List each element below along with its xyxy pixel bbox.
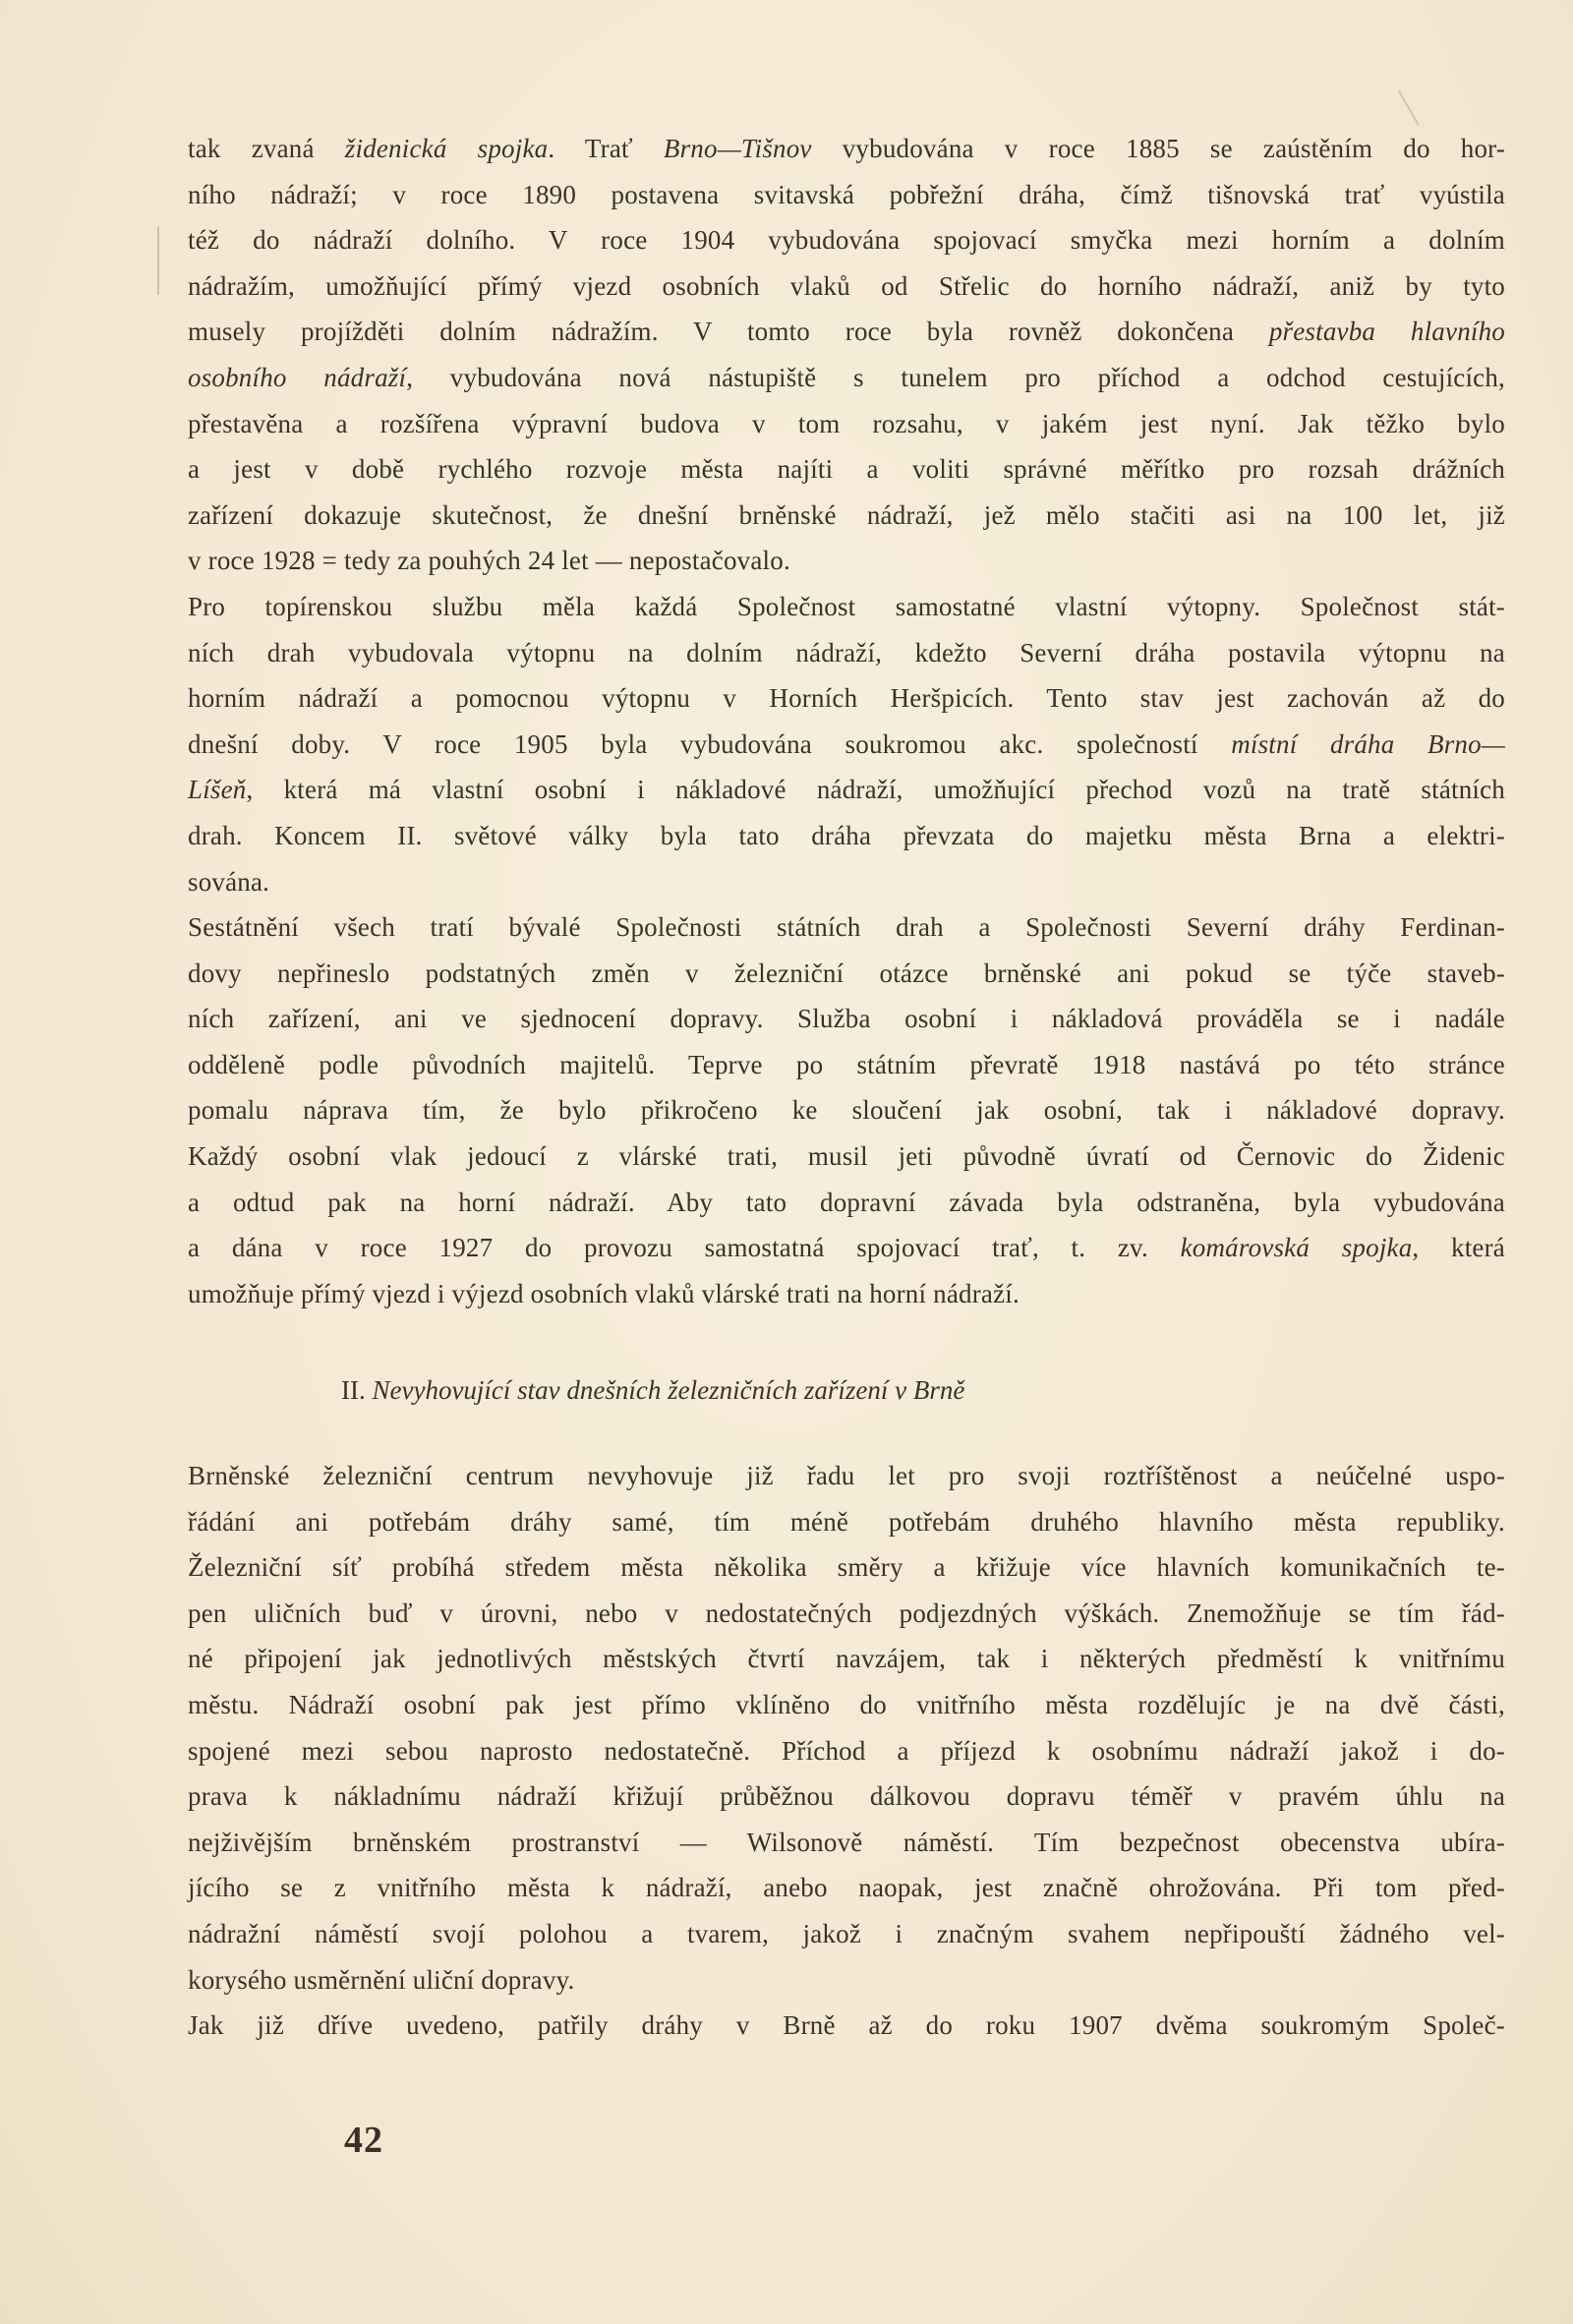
text-line (188, 1225, 1505, 1271)
text-line (188, 1957, 1505, 2004)
text-segment: pen uličních buď v úrovni, nebo v nedostatečných podjezdných výškách. Znemožňuje se tím řád- (188, 1598, 1505, 1628)
text-segment: Každý osobní vlak jedoucí z vlárské trati, musil jeti původně úvratí od Černovic do Židenic (188, 1141, 1505, 1172)
italic-text: komárovská spojka (1180, 1233, 1413, 1263)
text-line (188, 1180, 1505, 1226)
body-text (188, 126, 1505, 2049)
text-segment: Pro topírenskou službu měla každá Společnost samostatné vlastní výtopny. Společnost stát- (188, 591, 1505, 621)
text-line (188, 722, 1505, 768)
text-line (188, 1865, 1505, 1911)
text-line (188, 813, 1505, 859)
text-segment: , která (1412, 1233, 1505, 1263)
text-line (188, 446, 1505, 493)
text-segment: umožňuje přímý vjezd i výjezd osobních vlaků vlárské trati na horní nádraží. (188, 1278, 1020, 1308)
text-line (188, 1682, 1505, 1728)
pencil-mark (1398, 90, 1420, 126)
page-number: 42 (344, 2120, 383, 2161)
text-segment: řádání ani potřebám dráhy samé, tím méně potřebám druhého hlavního města republiky. (188, 1506, 1505, 1537)
text-segment: Železniční síť probíhá středem města několika směry a křižuje více hlavních komunikačních te- (188, 1552, 1505, 1583)
paragraph (188, 126, 1505, 584)
text-line (188, 1087, 1505, 1133)
text-segment: městu. Nádraží osobní pak jest přímo vklíněno do vnitřního města rozdělujíc je na dvě části, (188, 1690, 1505, 1719)
text-line (188, 1499, 1505, 1545)
text-line (188, 1773, 1505, 1820)
text-line (188, 172, 1505, 218)
paragraph (188, 1453, 1505, 2003)
text-segment: a odtud pak na horní nádraží. Aby tato dopravní závada byla odstraněna, byla vybudována (188, 1187, 1505, 1217)
text-line (188, 1911, 1505, 1957)
text-segment: ních zařízení, ani ve sjednocení dopravy. Služba osobní i nákladová prováděla se i nadále (188, 1004, 1505, 1034)
text-segment: , která má vlastní osobní i nákladové nádraží, umožňující přechod vozů na tratě státních (246, 775, 1505, 805)
text-segment: ních drah vybudovala výtopnu na dolním nádraží, kdežto Severní dráha postavila výtopnu na (188, 637, 1505, 668)
text-line (188, 493, 1505, 539)
text-segment: a dána v roce 1927 do provozu samostatná spojovací trať, t. zv. (188, 1233, 1181, 1263)
text-line (188, 1636, 1505, 1682)
text-segment: přestavěna a rozšířena výpravní budova v tom rozsahu, v jakém jest nyní. Jak těžko bylo (188, 408, 1505, 438)
text-line (188, 1271, 1505, 1317)
text-line (188, 263, 1505, 310)
paragraph (188, 584, 1505, 904)
paragraphs-after-heading (188, 1453, 1505, 2049)
text-line (188, 1544, 1505, 1591)
paragraph (188, 904, 1505, 1316)
section-heading (188, 1367, 1505, 1414)
text-line (188, 675, 1505, 722)
paragraphs-before-heading (188, 126, 1505, 1316)
text-line (188, 2003, 1505, 2049)
text-segment: nádražní náměstí svojí polohou a tvarem, jakož i značným svahem nepřipouští žádného vel- (188, 1918, 1505, 1948)
pencil-mark (157, 226, 159, 295)
text-line (188, 859, 1505, 905)
text-line (188, 767, 1505, 813)
italic-text: Brno—Tišnov (663, 134, 812, 163)
italic-text: Líšeň (188, 775, 247, 805)
text-segment: vybudována v roce 1885 se zaústěním do hor- (811, 134, 1506, 163)
text-segment: zařízení dokazuje skutečnost, že dnešní brněnské nádraží, jež mělo stačiti asi na 100 let, již (188, 499, 1505, 530)
text-segment: pomalu náprava tím, že bylo přikročeno ke sloučení jak osobní, tak i nákladové dopravy. (188, 1095, 1505, 1126)
text-segment: prava k nákladnímu nádraží křižují průběžnou dálkovou dopravu téměř v pravém úhlu na (188, 1781, 1505, 1812)
section-title: Nevyhovující stav dnešních železničních zařízení v Brně (372, 1375, 965, 1406)
section-number: II. (341, 1375, 366, 1406)
text-line (188, 126, 1505, 172)
text-segment: korysého usměrnění uliční dopravy. (188, 1964, 575, 1995)
text-segment: dnešní doby. V roce 1905 byla vybudována soukromou akc. společností (188, 728, 1232, 759)
text-segment: jícího se z vnitřního města k nádraží, anebo naopak, jest značně ohrožována. Při tom před- (188, 1873, 1505, 1903)
text-segment: dovy nepřineslo podstatných změn v železniční otázce brněnské ani pokud se týče staveb- (188, 958, 1505, 988)
text-segment: a jest v době rychlého rozvoje města najíti a voliti správné měřítko pro rozsah drážních (188, 454, 1505, 485)
text-segment: . Trať (548, 134, 664, 163)
text-segment: nádražím, umožňující přímý vjezd osobních vlaků od Střelic do horního nádraží, aniž by tyto (188, 270, 1505, 301)
text-segment: musely projížděti dolním nádražím. V tomto roce byla rovněž dokončena (188, 317, 1269, 347)
text-line (188, 1728, 1505, 1774)
text-line (188, 1820, 1505, 1866)
text-segment: drah. Koncem II. světové války byla tato dráha převzata do majetku města Brna a elektri- (188, 820, 1505, 850)
italic-text: místní dráha Brno— (1231, 728, 1506, 759)
text-line (188, 309, 1505, 355)
text-segment: nejživějším brněnském prostranství — Wilsonově náměstí. Tím bezpečnost obecenstva ubíra- (188, 1827, 1505, 1857)
text-line (188, 1042, 1505, 1088)
italic-text: židenická spojka (344, 134, 549, 163)
paragraph (188, 2003, 1505, 2049)
text-segment: v roce 1928 = tedy za pouhých 24 let — nepostačovalo. (188, 546, 790, 576)
text-segment: tak zvaná (188, 134, 345, 163)
text-line (188, 538, 1505, 584)
italic-text: osobního nádraží (188, 362, 407, 392)
text-line (188, 904, 1505, 951)
text-segment: Brněnské železniční centrum nevyhovuje již řadu let pro svoji roztříštěnost a neúčelné uspo- (188, 1461, 1505, 1491)
text-segment: Sestátnění všech tratí bývalé Společnosti státních drah a Společnosti Severní dráhy Ferdinan- (188, 912, 1505, 943)
text-line (188, 355, 1505, 401)
text-line (188, 401, 1505, 447)
text-line (188, 217, 1505, 263)
text-segment: né připojení jak jednotlivých městských čtvrtí navzájem, tak i některých předměstí k vnitřnímu (188, 1644, 1505, 1674)
text-segment: též do nádraží dolního. V roce 1904 vybudována spojovací smyčka mezi horním a dolním (188, 225, 1505, 256)
text-segment: ního nádraží; v roce 1890 postavena svitavská pobřežní dráha, čímž tišnovská trať vyústila (188, 179, 1505, 209)
text-segment: sována. (188, 866, 270, 897)
text-line (188, 951, 1505, 997)
text-line (188, 584, 1505, 630)
text-line (188, 1133, 1505, 1180)
text-segment: Jak již dříve uvedeno, patřily dráhy v Brně až do roku 1907 dvěma soukromým Společ- (188, 2010, 1505, 2041)
italic-text: přestavba hlavního (1268, 317, 1505, 347)
text-segment: , vybudována nová nástupiště s tunelem pro příchod a odchod cestujících, (406, 362, 1505, 392)
text-segment: spojené mezi sebou naprosto nedostatečně. Příchod a příjezd k osobnímu nádraží jakož i do- (188, 1735, 1505, 1766)
text-line (188, 1591, 1505, 1637)
text-line (188, 996, 1505, 1042)
text-line (188, 1453, 1505, 1499)
text-segment: horním nádraží a pomocnou výtopnu v Horních Heršpicích. Tento stav jest zachován až do (188, 683, 1505, 714)
text-line (188, 630, 1505, 676)
text-segment: odděleně podle původních majitelů. Teprve po státním převratě 1918 nastává po této stránce (188, 1049, 1505, 1079)
